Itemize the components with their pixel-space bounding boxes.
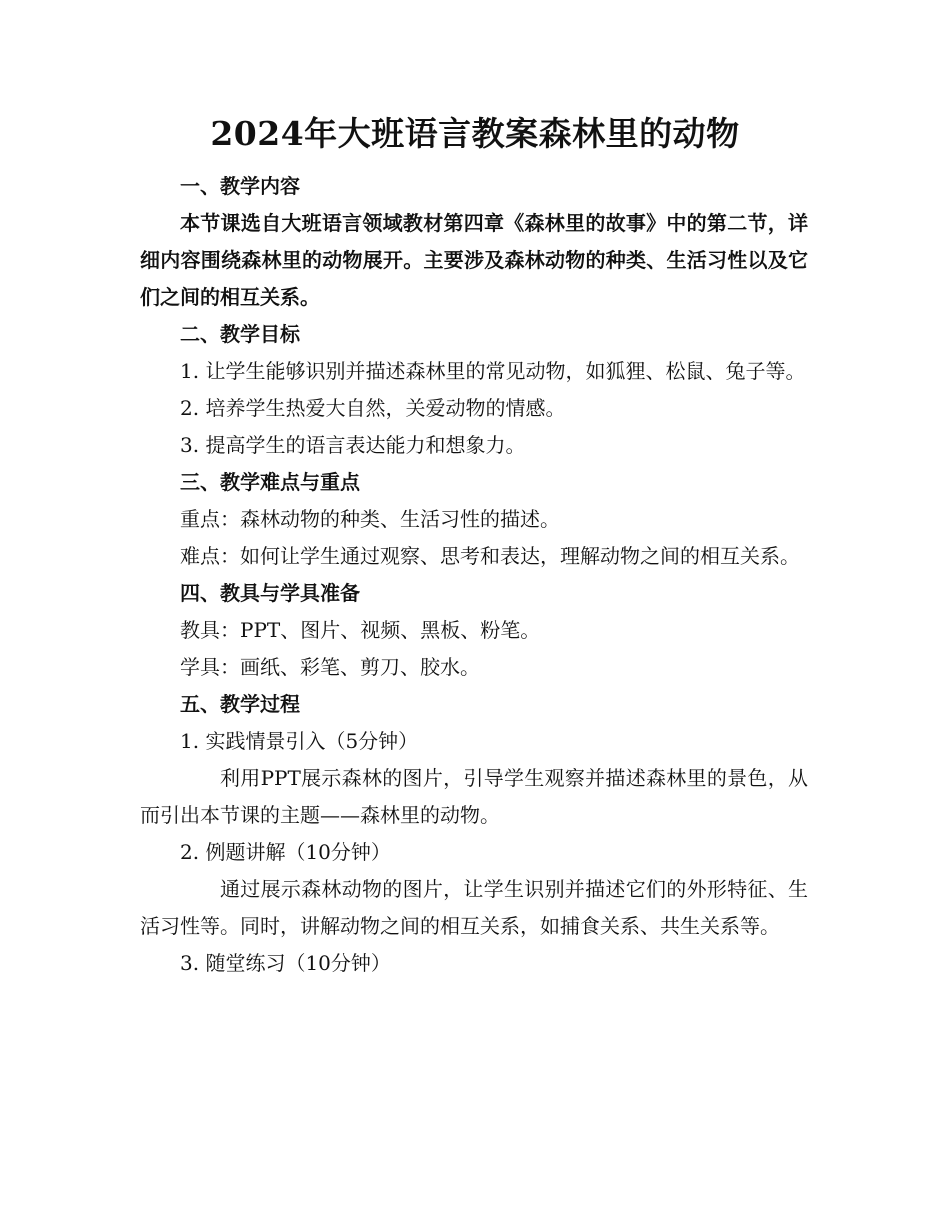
paragraph: 2. 例题讲解（10分钟） [180, 840, 391, 864]
paragraph: 2. 培养学生热爱大自然，关爱动物的情感。 [180, 396, 566, 420]
paragraph: 3. 随堂练习（10分钟） [180, 951, 391, 975]
paragraph: 难点：如何让学生通过观察、思考和表达，理解动物之间的相互关系。 [180, 544, 800, 568]
document-title: 2024年大班语言教案森林里的动物 [210, 114, 740, 153]
paragraph: 利用PPT展示森林的图片，引导学生观察并描述森林里的景色，从而引出本节课的主题——森林里的动物。 [140, 766, 808, 827]
section-heading: 四、教具与学具准备 [180, 581, 360, 605]
section-heading: 三、教学难点与重点 [180, 470, 360, 494]
paragraph: 学具：画纸、彩笔、剪刀、胶水。 [180, 655, 480, 679]
paragraph: 1. 让学生能够识别并描述森林里的常见动物，如狐狸、松鼠、兔子等。 [180, 359, 806, 383]
paragraph: 通过展示森林动物的图片，让学生识别并描述它们的外形特征、生活习性等。同时，讲解动物之间的相互关系，如捕食关系、共生关系等。 [140, 877, 808, 938]
paragraph: 1. 实践情景引入（5分钟） [180, 729, 419, 753]
section-heading: 二、教学目标 [180, 322, 300, 346]
paragraph: 3. 提高学生的语言表达能力和想象力。 [180, 433, 526, 457]
document-body [140, 168, 808, 982]
section-heading: 一、教学内容 [180, 174, 300, 198]
paragraph: 教具：PPT、图片、视频、黑板、粉笔。 [180, 618, 541, 642]
paragraph: 本节课选自大班语言领域教材第四章《森林里的故事》中的第二节，详细内容围绕森林里的动物展开。主要涉及森林动物的种类、生活习性以及它们之间的相互关系。 [140, 211, 808, 309]
section-heading: 五、教学过程 [180, 692, 300, 716]
paragraph: 重点：森林动物的种类、生活习性的描述。 [180, 507, 560, 531]
